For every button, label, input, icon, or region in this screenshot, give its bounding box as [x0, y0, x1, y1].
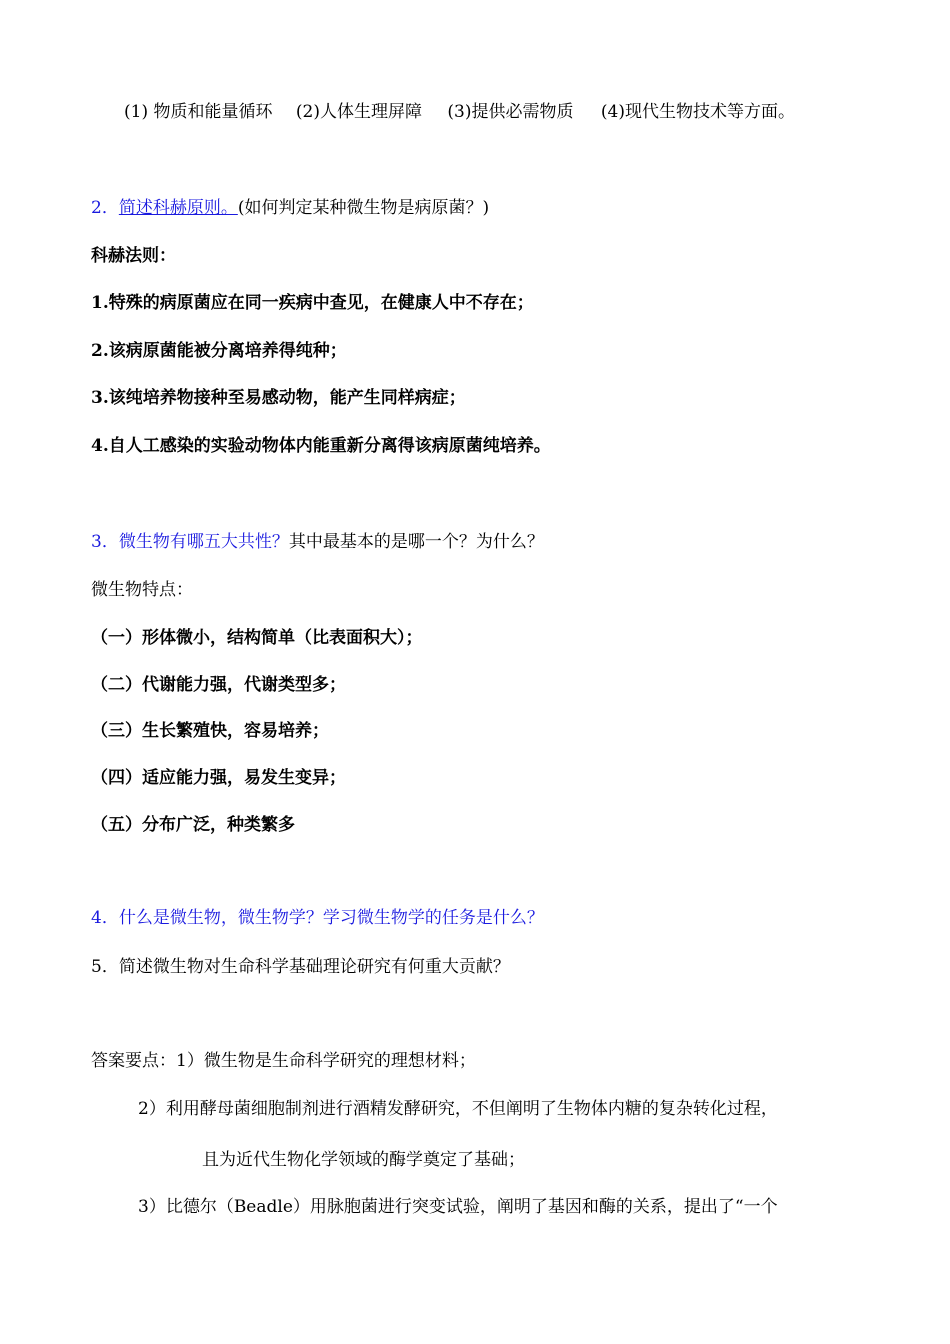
top-item-3: (3)提供必需物质	[447, 102, 574, 122]
q2-title	[91, 196, 489, 220]
answer-point-2: 2）利用酵母菌细胞制剂进行酒精发酵研究，不但阐明了生物体内糖的复杂转化过程，	[138, 1099, 778, 1119]
answer-label: 答案要点：	[91, 1051, 176, 1071]
q3-point-3: （三）生长繁殖快，容易培养；	[91, 721, 329, 741]
q3-point-4: （四）适应能力强，易发生变异；	[91, 768, 346, 788]
q2-rule-1: 1.特殊的病原菌应在同一疾病中查见，在健康人中不存在；	[91, 293, 534, 313]
q3-point-1: （一）形体微小，结构简单（比表面积大）；	[91, 628, 423, 648]
q3-point-2: （二）代谢能力强，代谢类型多；	[91, 675, 346, 695]
answer-line-1	[91, 1049, 476, 1073]
answer-point-2-cont: 且为近代生物化学领域的酶学奠定了基础；	[202, 1150, 525, 1170]
q4-question: 4．什么是微生物，微生物学？学习微生物学的任务是什么？	[91, 908, 544, 928]
top-item-2: (2)人体生理屏障	[295, 102, 422, 122]
q2-rule-2: 2.该病原菌能被分离培养得纯种；	[91, 341, 347, 361]
top-line	[124, 100, 795, 124]
q3-title-blue: 微生物有哪五大共性？	[118, 532, 289, 552]
q2-rule-4: 4.自人工感染的实验动物体内能重新分离得该病原菌纯培养。	[91, 436, 551, 456]
q3-heading: 微生物特点：	[91, 580, 193, 600]
q3-point-5: （五）分布广泛，种类繁多	[91, 815, 295, 835]
q5-question: 5．简述微生物对生命科学基础理论研究有何重大贡献？	[91, 957, 510, 977]
top-item-4: (4)现代生物技术等方面。	[600, 102, 795, 122]
answer-point-3: 3）比德尔（Beadle）用脉胞菌进行突变试验，阐明了基因和酶的关系，提出了“一个	[138, 1197, 778, 1217]
top-item-1: (1) 物质和能量循环	[124, 102, 273, 122]
q2-heading: 科赫法则：	[91, 246, 176, 266]
q3-title	[91, 530, 544, 554]
q3-title-rest: 其中最基本的是哪一个？为什么？	[288, 532, 544, 552]
answer-point-1: 1）微生物是生命科学研究的理想材料；	[176, 1051, 476, 1071]
q2-rule-3: 3.该纯培养物接种至易感动物，能产生同样病症；	[91, 388, 466, 408]
q3-number: 3．	[91, 532, 119, 552]
q2-title-link[interactable]: 简述科赫原则。	[118, 198, 238, 218]
q2-number: 2．	[91, 198, 119, 218]
q2-title-rest: (如何判定某种微生物是病原菌？)	[237, 198, 490, 218]
